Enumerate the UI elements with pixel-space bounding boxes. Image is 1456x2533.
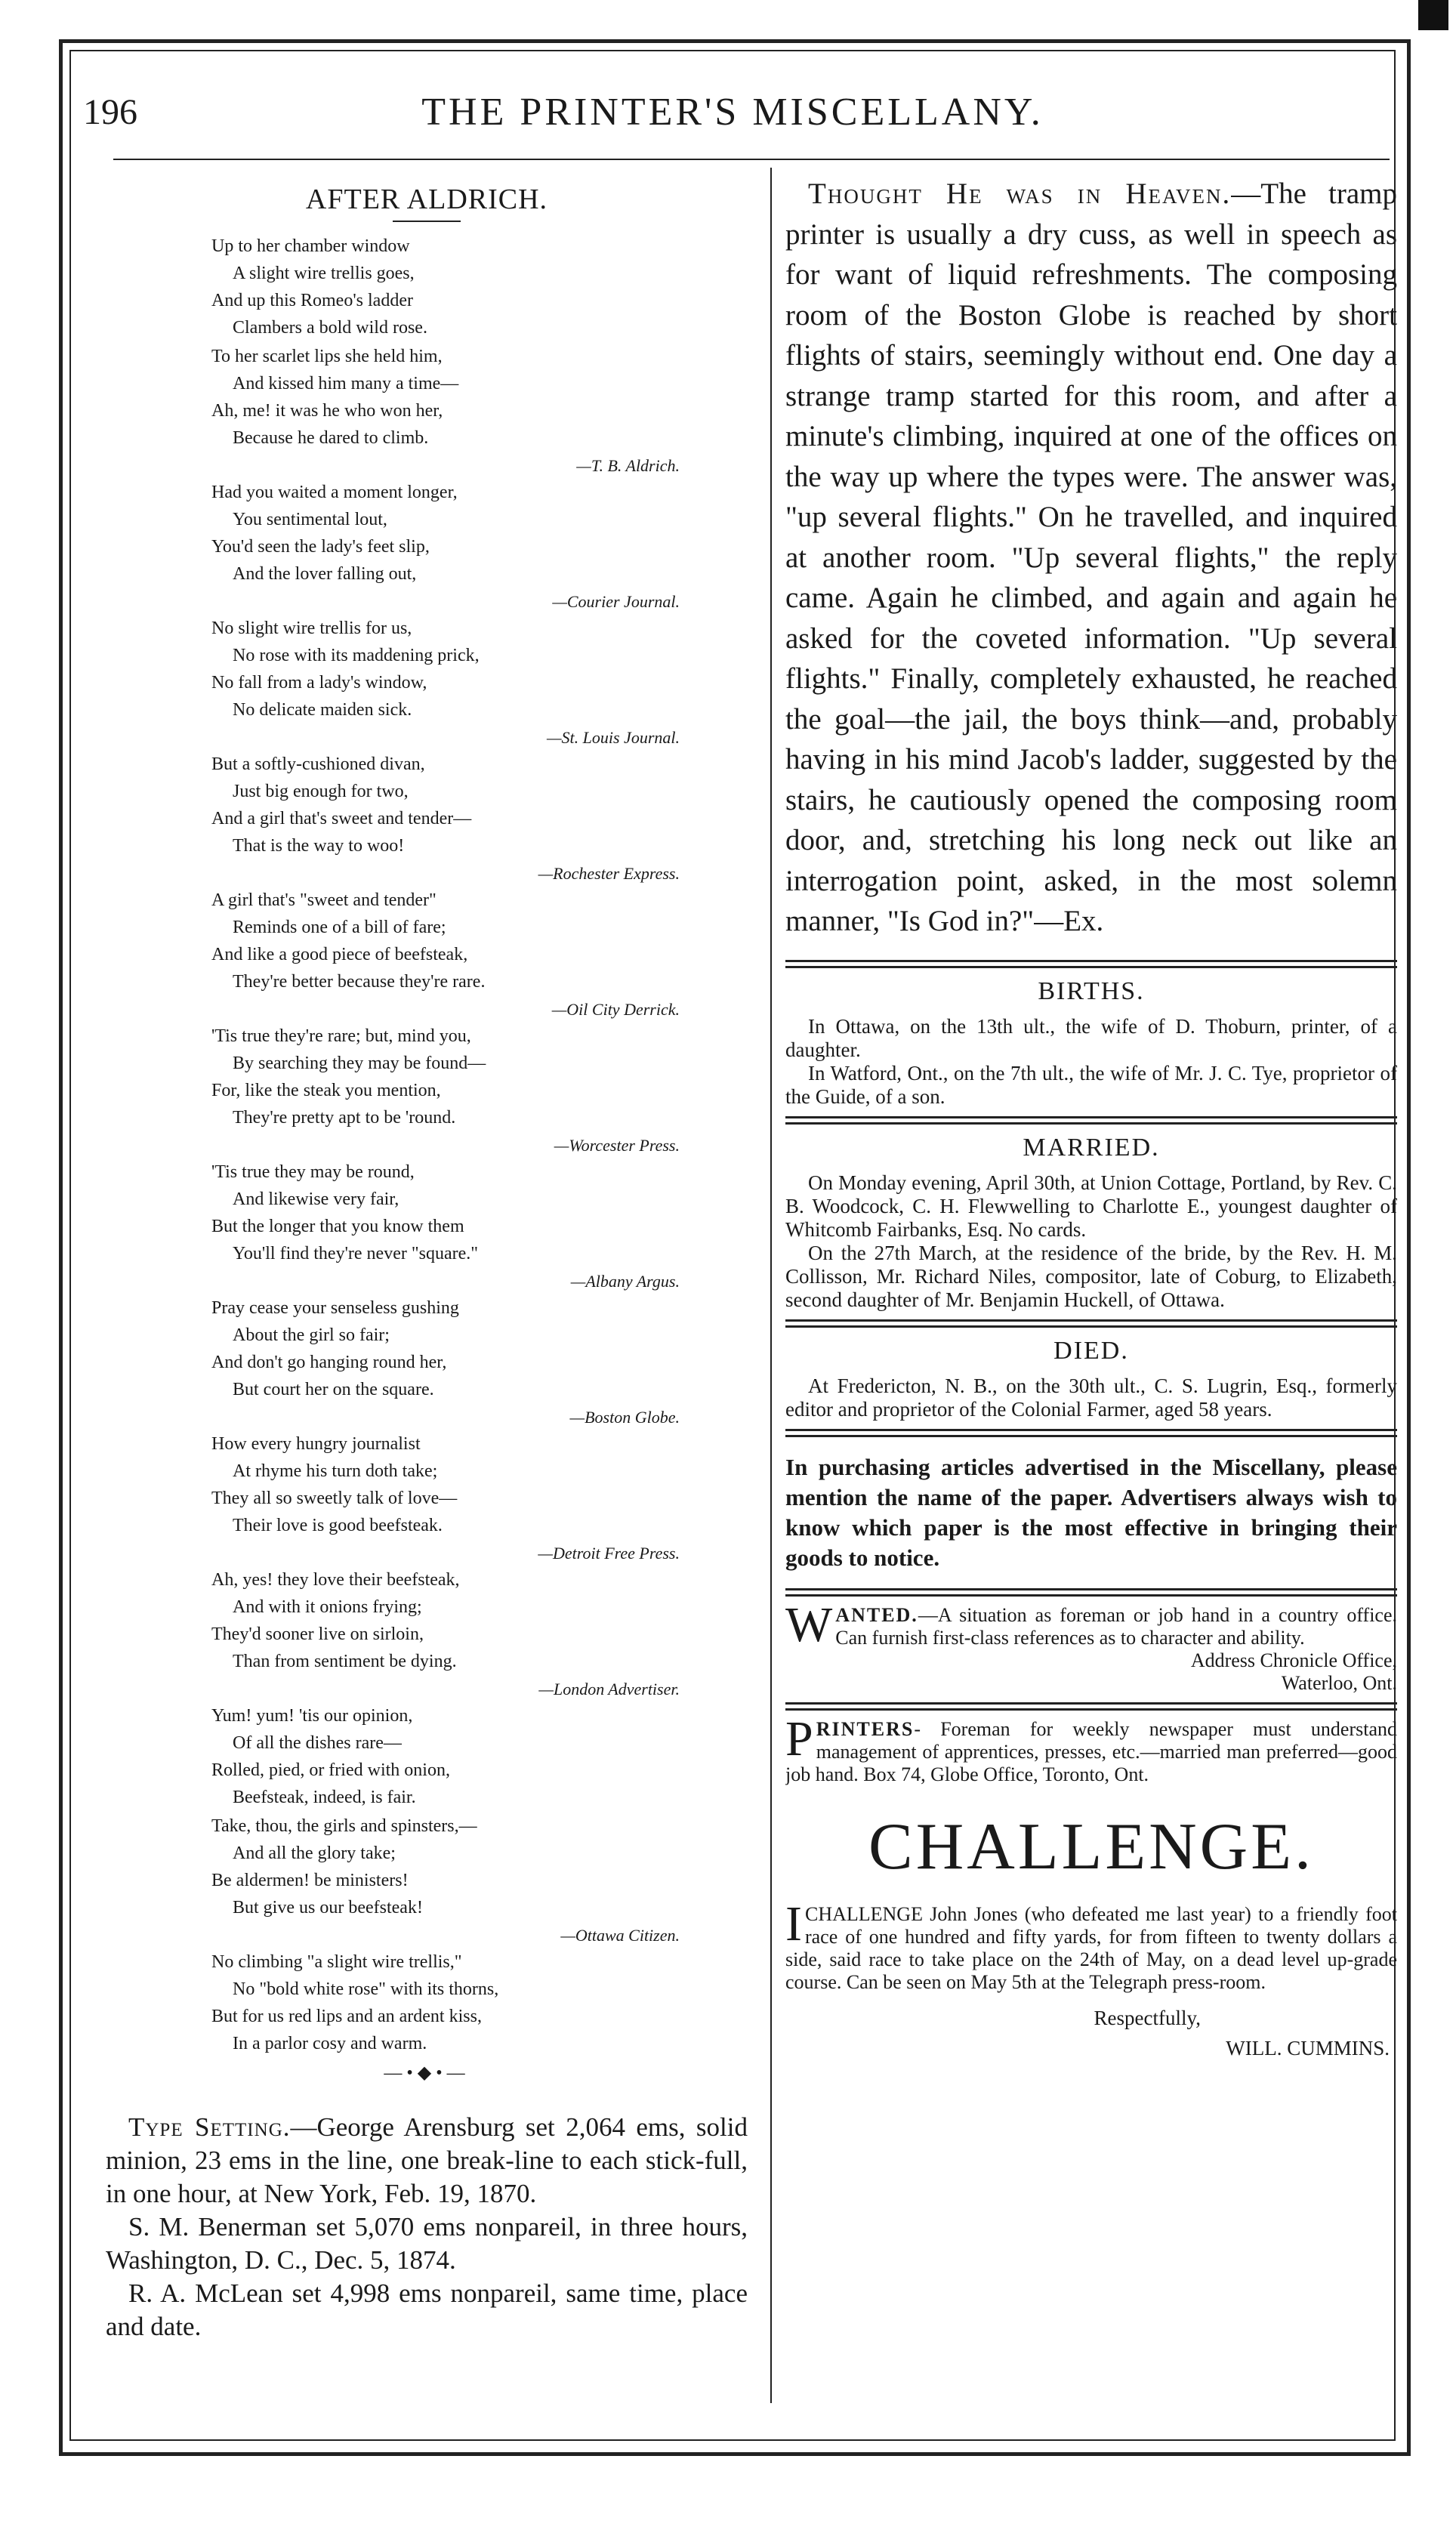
wanted-head: ANTED.: [835, 1603, 918, 1626]
poem-line: And the lover falling out,: [233, 564, 417, 584]
poem-stanza: [211, 1813, 748, 1921]
poem-line: Beefsteak, indeed, is fair.: [233, 1788, 416, 1807]
printers-body: - Foreman for weekly newspaper must understand management of apprentices, presses, etc.—married man preferred—good job hand. Box 74, Globe Office, Toronto, Ont.: [785, 1717, 1397, 1785]
poem-line: They're better because they're rare.: [233, 972, 486, 992]
section-rule: [785, 1429, 1397, 1437]
page-number: 196: [83, 91, 137, 132]
poem-attribution: —Oil City Derrick.: [551, 1000, 680, 1019]
poem-line: They'd sooner live on sirloin,: [211, 1624, 424, 1644]
column-rule: [770, 168, 772, 2403]
poem-line: No fall from a lady's window,: [211, 673, 427, 693]
poem-attribution: —Ottawa Citizen.: [560, 1926, 680, 1945]
heaven-story-body: —The tramp printer is usually a dry cuss, as well in speech as for want of liquid refreshments. The composing room of the Boston Globe is reached by short flights of stairs, seemingly without end. One day a strange tramp started for this room, and after a minute's climbing, inquired at one of the offices on the way up where the types were. The answer was, "up several flights." On he travelled, and inquired at another room. "Up several flights," the reply came. Again he climbed, and again and again he asked for the coveted information. "Up several flights." Finally, completely exhausted, he reached the goal—the jail, the boys think—and, probably having in his mind Jacob's ladder, suggested by the stairs, he cautiously opened the composing room door, and, stretching his long neck out like an interrogation point, asked, in the most solemn manner, "Is God in?"—Ex.: [785, 177, 1397, 937]
birth-notice: In Watford, Ont., on the 7th ult., the wife of Mr. J. C. Tye, proprietor of the Guide, of a son.: [785, 1061, 1397, 1108]
challenge-closing: Respectfully,: [1094, 2006, 1201, 2029]
poem-attribution: —Worcester Press.: [554, 1136, 680, 1155]
scan-edge-mark: [1418, 0, 1448, 30]
poem-line: Rolled, pied, or fried with onion,: [211, 1760, 450, 1780]
poem-attribution: —Courier Journal.: [552, 592, 680, 611]
wanted-dropcap: W: [785, 1597, 833, 1652]
poem-line: How every hungry journalist: [211, 1434, 421, 1454]
marriage-notice: On the 27th March, at the residence of the bride, by the Rev. H. M. Collisson, Mr. Richard Niles, compositor, late of Coburg, to Elizabeth, second daughter of Mr. Benjamin Huckell, of Ottawa.: [785, 1241, 1397, 1311]
poem-line: But the longer that you know them: [211, 1217, 464, 1236]
poem-line: Be aldermen! be ministers!: [211, 1871, 409, 1890]
poem-stanza: [211, 479, 748, 588]
type-setting-record-3: R. A. McLean set 4,998 ems nonpareil, same time, place and date.: [106, 2278, 748, 2341]
poem-line: And with it onions frying;: [233, 1597, 422, 1617]
poem-title: AFTER ALDRICH.: [305, 184, 548, 215]
poem-line: And all the glory take;: [233, 1843, 396, 1863]
poem-line: No climbing "a slight wire trellis,": [211, 1952, 462, 1972]
poem-stanza: [211, 1566, 748, 1675]
poem-line: They all so sweetly talk of love—: [211, 1489, 458, 1508]
death-notice: At Fredericton, N. B., on the 30th ult., C. S. Lugrin, Esq., formerly editor and proprietor of the Colonial Farmer, aged 58 years.: [785, 1374, 1397, 1421]
died-heading: DIED.: [1053, 1336, 1129, 1365]
poem-stanza: [211, 1948, 748, 2057]
poem-line: They're pretty apt to be 'round.: [233, 1108, 456, 1128]
poem-stanza: [211, 887, 748, 995]
poem-line: And like a good piece of beefsteak,: [211, 945, 468, 964]
wanted-address-2: Waterloo, Ont.: [1281, 1671, 1397, 1694]
poem-line: But a softly-cushioned divan,: [211, 754, 425, 774]
printers-head: RINTERS: [816, 1717, 915, 1740]
poem-line: Than from sentiment be dying.: [233, 1652, 457, 1671]
printers-ad: [785, 1711, 1397, 1786]
poem-stanza: [211, 233, 748, 341]
poem-line: A slight wire trellis goes,: [233, 264, 415, 283]
poem-line: And don't go hanging round her,: [211, 1353, 447, 1372]
challenge-title: CHALLENGE.: [868, 1810, 1314, 1884]
header-rule: [113, 159, 1390, 160]
poem-line: Up to her chamber window: [211, 236, 410, 256]
poem-line: Of all the dishes rare—: [233, 1733, 402, 1753]
poem-line: You sentimental lout,: [233, 510, 387, 529]
poem-stanza: [211, 751, 748, 859]
poem-line: No rose with its maddening prick,: [233, 646, 480, 665]
poem-title-rule: [393, 221, 461, 222]
poem-line: No "bold white rose" with its thorns,: [233, 1979, 499, 1999]
advertiser-notice: In purchasing articles advertised in the Miscellany, please mention the name of the paper. Advertisers always wish to know which paper is the most effective in bringing their goods to notice.: [785, 1453, 1397, 1571]
poem-attribution: —Rochester Express.: [538, 864, 680, 883]
right-column: [785, 174, 1397, 2063]
poem-line: Reminds one of a bill of fare;: [233, 918, 446, 937]
poem-line: About the girl so fair;: [233, 1325, 390, 1345]
wanted-ad: [785, 1597, 1397, 1652]
poem-line: But for us red lips and an ardent kiss,: [211, 2007, 482, 2026]
poem-line: To her scarlet lips she held him,: [211, 347, 443, 366]
wanted-body: —A situation as foreman or job hand in a country office. Can furnish first-class references as to character and ability.: [835, 1603, 1397, 1649]
poem-line: Take, thou, the girls and spinsters,—: [211, 1816, 477, 1836]
poem-stanza: [211, 1702, 748, 1811]
section-rule: [785, 1319, 1397, 1328]
poem-attribution: —St. Louis Journal.: [546, 728, 680, 747]
births-heading: BIRTHS.: [1038, 976, 1145, 1005]
poem-line: At rhyme his turn doth take;: [233, 1461, 438, 1481]
poem-line: By searching they may be found—: [233, 1054, 486, 1073]
running-title: THE PRINTER'S MISCELLANY.: [421, 90, 1044, 134]
poem-line: And up this Romeo's ladder: [211, 291, 413, 310]
section-rule: [785, 1588, 1397, 1597]
poem-line: Had you waited a moment longer,: [211, 483, 458, 502]
poem-line: Just big enough for two,: [233, 782, 409, 801]
wanted-address-1: Address Chronicle Office,: [1190, 1649, 1397, 1671]
poem-line: For, like the steak you mention,: [211, 1081, 441, 1100]
challenge-signature: WILL. CUMMINS.: [1226, 2036, 1390, 2059]
poem-line: But court her on the square.: [233, 1380, 434, 1399]
poem-line: But give us our beefsteak!: [233, 1898, 423, 1917]
poem-stanza: [211, 343, 748, 452]
section-rule: [785, 1702, 1397, 1711]
birth-notice: In Ottawa, on the 13th ult., the wife of D. Thoburn, printer, of a daughter.: [785, 1014, 1397, 1061]
challenge-dropcap: I: [785, 1896, 802, 1951]
poem-body: [106, 233, 748, 2057]
poem-line: Ah, yes! they love their beefsteak,: [211, 1570, 460, 1590]
poem-attribution: —T. B. Aldrich.: [576, 456, 680, 475]
poem-line: Yum! yum! 'tis our opinion,: [211, 1706, 413, 1726]
poem-attribution: —Albany Argus.: [570, 1272, 680, 1291]
poem-attribution: —Boston Globe.: [569, 1408, 680, 1427]
challenge-text: [785, 1896, 1397, 1994]
poem-line: Clambers a bold wild rose.: [233, 318, 427, 338]
poem-line: No delicate maiden sick.: [233, 700, 412, 720]
poem-stanza: [211, 1159, 748, 1267]
poem-line: No slight wire trellis for us,: [211, 619, 412, 638]
section-rule: [785, 960, 1397, 968]
challenge-body: CHALLENGE John Jones (who defeated me last year) to a friendly foot race of one hundred and fifty yards, for from fifteen to twenty dollars a side, said race to take place on the 24th of May, on a dead level up-grade course. Can be seen on May 5th at the Telegraph press-room.: [785, 1902, 1397, 1993]
type-setting-text-1: —George Arensburg set 2,064 ems, solid minion, 23 ems in the line, one break-line to each stick-full, in one hour, at New York, Feb. 19, 1870.: [106, 2112, 748, 2208]
marriage-notice: On Monday evening, April 30th, at Union Cottage, Portland, by Rev. C. B. Woodcock, C. H. Flewwelling to Charlotte E., youngest daughter of Whitcomb Fairbanks, Esq. No cards.: [785, 1171, 1397, 1241]
poem-line: 'Tis true they're rare; but, mind you,: [211, 1026, 471, 1046]
section-rule: [785, 1116, 1397, 1125]
poem-line: 'Tis true they may be round,: [211, 1162, 415, 1182]
poem-line: Their love is good beefsteak.: [233, 1516, 443, 1535]
type-setting-head: Type Setting.: [128, 2112, 291, 2142]
heaven-story-head: Thought He was in Heaven.: [808, 177, 1232, 210]
poem-attribution: —Detroit Free Press.: [538, 1544, 680, 1563]
heaven-story: [785, 174, 1397, 942]
type-setting-paragraph: [106, 2111, 748, 2211]
poem-stanza: [211, 1294, 748, 1403]
poem-attribution: —London Advertiser.: [538, 1680, 680, 1698]
type-setting-record-2: S. M. Benerman set 5,070 ems nonpareil, in three hours, Washington, D. C., Dec. 5, 1874.: [106, 2212, 748, 2275]
poem-line: Pray cease your senseless gushing: [211, 1298, 459, 1318]
left-column: [106, 174, 748, 2343]
poem-stanza: [211, 1023, 748, 1131]
poem-ornament: —•◆•—: [384, 2063, 470, 2083]
poem-line: That is the way to woo!: [233, 836, 405, 856]
poem-line: And kissed him many a time—: [233, 374, 459, 393]
poem-line: You'll find they're never "square.": [233, 1244, 479, 1263]
poem-line: In a parlor cosy and warm.: [233, 2034, 427, 2053]
poem-line: Ah, me! it was he who won her,: [211, 401, 443, 421]
poem-line: And likewise very fair,: [233, 1189, 399, 1209]
poem-stanza: [211, 1430, 748, 1539]
married-heading: MARRIED.: [1023, 1133, 1160, 1162]
page-header: [83, 82, 1382, 142]
printers-dropcap: P: [785, 1711, 813, 1766]
poem-line: And a girl that's sweet and tender—: [211, 809, 472, 828]
poem-line: You'd seen the lady's feet slip,: [211, 537, 430, 557]
poem-stanza: [211, 615, 748, 723]
poem-line: Because he dared to climb.: [233, 428, 429, 448]
poem-line: A girl that's "sweet and tender": [211, 890, 436, 910]
